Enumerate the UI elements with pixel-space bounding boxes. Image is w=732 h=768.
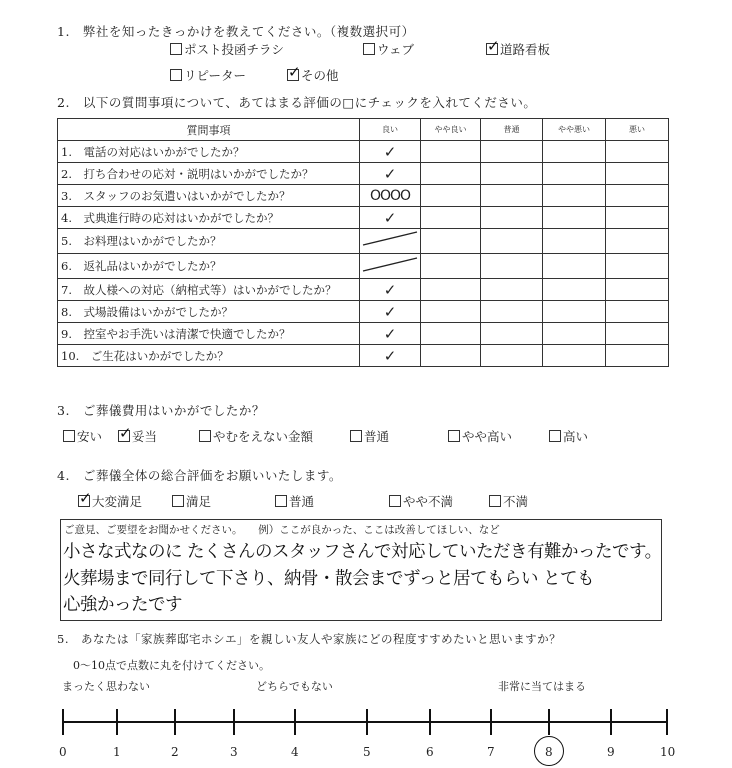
checkbox-checked[interactable] <box>486 43 498 55</box>
table-row <box>58 254 669 279</box>
slash-stroke <box>361 229 419 249</box>
table-row <box>58 207 669 229</box>
table-row <box>58 185 669 207</box>
rating-cell[interactable] <box>481 345 543 367</box>
rating-cell[interactable] <box>606 323 669 345</box>
scale-number-6[interactable]: 6 <box>426 745 434 759</box>
table-row <box>58 345 669 367</box>
rating-cell[interactable] <box>481 323 543 345</box>
q4-option-normal[interactable]: 普通 <box>275 492 314 510</box>
rating-cell[interactable] <box>606 254 669 279</box>
row-question: 5. お料理はいかがでしたか？ <box>58 229 360 254</box>
scale-number-1[interactable]: 1 <box>113 745 121 759</box>
rating-cell[interactable]: ✓ <box>360 279 421 301</box>
q1-option-roadsign[interactable]: ✓ 道路看板 <box>486 40 550 58</box>
q4-title: 4. ご葬儀全体の総合評価をお願いいたします。 <box>57 468 342 483</box>
checkbox[interactable] <box>170 43 182 55</box>
rating-cell[interactable] <box>543 229 606 254</box>
checkbox[interactable] <box>389 495 401 507</box>
rating-cell[interactable] <box>606 301 669 323</box>
checkbox[interactable] <box>199 430 211 442</box>
rating-cell[interactable] <box>543 254 606 279</box>
checkbox[interactable] <box>350 430 362 442</box>
rating-cell[interactable] <box>606 207 669 229</box>
scale-tick <box>490 709 492 735</box>
rating-cell[interactable] <box>606 345 669 367</box>
rating-cell-slash[interactable] <box>360 254 421 279</box>
selected-circle <box>534 736 564 766</box>
q3-title: 3. ご葬儀費用はいかがでしたか？ <box>57 403 265 418</box>
q1-option-other[interactable]: ✓ その他 <box>287 66 339 84</box>
q2-title: 2. 以下の質問事項について、あてはまる評価の□にチェックを入れてください。 <box>57 95 537 110</box>
q5-instruction: 0〜10点で点数に丸を付けてください。 <box>73 659 270 672</box>
scale-tick <box>116 709 118 735</box>
rating-cell[interactable] <box>421 345 481 367</box>
table-row <box>58 323 669 345</box>
rating-cell[interactable] <box>481 185 543 207</box>
q4-option-satisfied[interactable]: 満足 <box>172 492 211 510</box>
rating-cell[interactable] <box>481 254 543 279</box>
rating-cell[interactable] <box>543 185 606 207</box>
rating-cell[interactable] <box>543 301 606 323</box>
rating-cell[interactable] <box>606 229 669 254</box>
header-bad: 悪い <box>606 119 669 141</box>
rating-cell[interactable] <box>543 207 606 229</box>
rating-cell[interactable] <box>421 207 481 229</box>
header-question: 質問事項 <box>58 119 360 141</box>
rating-cell[interactable] <box>481 141 543 163</box>
rating-cell[interactable] <box>481 207 543 229</box>
comment-line-2: 火葬場まで同行して下さり、納骨・散会までずっと居てもらい とても <box>63 569 595 589</box>
rating-cell[interactable]: ✓ <box>360 345 421 367</box>
rating-cell[interactable] <box>481 301 543 323</box>
rating-cell[interactable] <box>481 229 543 254</box>
checkbox-checked[interactable] <box>118 430 130 442</box>
header-somewhat-good: やや良い <box>421 119 481 141</box>
scale-tick <box>429 709 431 735</box>
row-question: 8. 式場設備はいかがでしたか？ <box>58 301 360 323</box>
row-question: 1. 電話の対応はいかがでしたか？ <box>58 141 360 163</box>
table-row <box>58 163 669 185</box>
comment-prompt: ご意見、ご要望をお聞かせください。 例）ここが良かった、ここは改善してほしい、など <box>64 524 500 536</box>
q1-option-web[interactable]: ウェブ <box>363 40 414 58</box>
q1-option-posting[interactable]: ポスト投函チラシ <box>170 40 284 58</box>
rating-cell[interactable] <box>421 279 481 301</box>
rating-cell[interactable] <box>543 345 606 367</box>
scale-tick <box>610 709 612 735</box>
rating-cell[interactable] <box>606 141 669 163</box>
row-question: 7. 故人様への対応（納棺式等）はいかがでしたか？ <box>58 279 360 301</box>
rating-cell-slash[interactable] <box>360 229 421 254</box>
scale-label-low: まったく思わない <box>62 680 150 693</box>
header-somewhat-bad: やや悪い <box>543 119 606 141</box>
comment-box[interactable] <box>60 519 662 621</box>
q1-title: 1. 弊社を知ったきっかけを教えてください。（複数選択可） <box>57 24 415 39</box>
rating-cell[interactable] <box>421 254 481 279</box>
checkbox-checked[interactable] <box>78 495 90 507</box>
row-question: 2. 打ち合わせの応対・説明はいかがでしたか？ <box>58 163 360 185</box>
q4-option-somewhat-dissatisfied[interactable]: やや不満 <box>389 492 453 510</box>
rating-cell[interactable] <box>606 185 669 207</box>
q1-option-repeater[interactable]: リピーター <box>170 66 246 84</box>
scale-number-0[interactable]: 0 <box>59 745 67 759</box>
rating-cell[interactable] <box>421 323 481 345</box>
rating-cell[interactable]: ✓ <box>360 141 421 163</box>
header-good: 良い <box>360 119 421 141</box>
scale-label-mid: どちらでもない <box>256 680 333 693</box>
checkbox[interactable] <box>489 495 501 507</box>
comment-line-3: 心強かったです <box>63 595 182 615</box>
scale-tick <box>62 709 64 735</box>
checkbox[interactable] <box>172 495 184 507</box>
table-row <box>58 229 669 254</box>
checkbox-checked[interactable] <box>287 69 299 81</box>
scale-label-high: 非常に当てはまる <box>498 680 586 693</box>
scale-tick <box>294 709 296 735</box>
q3-option-normal[interactable]: 普通 <box>350 427 389 445</box>
checkbox[interactable] <box>448 430 460 442</box>
row-question: 6. 返礼品はいかがでしたか？ <box>58 254 360 279</box>
scale-number-3[interactable]: 3 <box>230 745 238 759</box>
rating-cell[interactable] <box>543 279 606 301</box>
scale-number-5[interactable]: 5 <box>363 745 371 759</box>
scale-tick <box>666 709 668 735</box>
header-normal: 普通 <box>481 119 543 141</box>
checkbox[interactable] <box>363 43 375 55</box>
rating-cell[interactable]: OOOO <box>360 185 421 207</box>
rating-cell[interactable] <box>606 163 669 185</box>
rating-cell[interactable] <box>543 141 606 163</box>
scale-number-7[interactable]: 7 <box>487 745 495 759</box>
q5-title: 5. あなたは「家族葬邸宅ホシエ」を親しい友人や家族にどの程度すすめたいと思いますか？ <box>57 632 562 646</box>
slash-stroke <box>361 254 419 274</box>
row-question: 3. スタッフのお気遣いはいかがでしたか？ <box>58 185 360 207</box>
q3-option-somewhat-expensive[interactable]: やや高い <box>448 427 512 445</box>
rating-scale-line <box>62 721 667 723</box>
rating-cell[interactable]: ✓ <box>360 207 421 229</box>
rating-cell[interactable] <box>481 279 543 301</box>
rating-cell[interactable] <box>421 229 481 254</box>
scale-tick <box>548 709 550 735</box>
q3-option-expensive[interactable]: 高い <box>549 427 588 445</box>
table-row <box>58 301 669 323</box>
row-question: 4. 式典進行時の応対はいかがでしたか？ <box>58 207 360 229</box>
scale-number-2[interactable]: 2 <box>171 745 179 759</box>
rating-cell[interactable] <box>421 185 481 207</box>
rating-cell[interactable]: ✓ <box>360 323 421 345</box>
checkbox[interactable] <box>170 69 182 81</box>
rating-cell[interactable] <box>421 301 481 323</box>
table-row <box>58 279 669 301</box>
rating-cell[interactable] <box>421 141 481 163</box>
scale-number-9[interactable]: 9 <box>607 745 615 759</box>
checkbox[interactable] <box>63 430 75 442</box>
q3-option-reasonable[interactable]: ✓ 妥当 <box>118 427 157 445</box>
checkbox[interactable] <box>549 430 561 442</box>
scale-tick <box>366 709 368 735</box>
row-question: 9. 控室やお手洗いは清潔で快適でしたか？ <box>58 323 360 345</box>
row-question: 10. ご生花はいかがでしたか？ <box>58 345 360 367</box>
q3-option-cheap[interactable]: 安い <box>63 427 102 445</box>
q4-option-very-satisfied[interactable]: ✓大変満足 <box>78 492 142 510</box>
rating-cell[interactable] <box>543 323 606 345</box>
rating-cell[interactable] <box>606 279 669 301</box>
rating-cell[interactable] <box>421 163 481 185</box>
scale-number-8[interactable]: 8 <box>545 745 553 759</box>
rating-cell[interactable]: ✓ <box>360 301 421 323</box>
rating-cell[interactable] <box>543 163 606 185</box>
table-header <box>58 119 669 141</box>
checkbox[interactable] <box>275 495 287 507</box>
table-row <box>58 141 669 163</box>
rating-cell[interactable]: ✓ <box>360 163 421 185</box>
rating-table <box>57 118 669 367</box>
q3-option-unavoidable[interactable]: やむをえない金額 <box>199 427 313 445</box>
rating-cell[interactable] <box>481 163 543 185</box>
scale-tick <box>233 709 235 735</box>
q4-option-dissatisfied[interactable]: 不満 <box>489 492 528 510</box>
scale-number-10[interactable]: 10 <box>660 745 676 759</box>
scale-tick <box>174 709 176 735</box>
comment-line-1: 小さな式なのに たくさんのスタッフさんで対応していただき有難かったです。 <box>63 542 662 562</box>
scale-number-4[interactable]: 4 <box>291 745 299 759</box>
